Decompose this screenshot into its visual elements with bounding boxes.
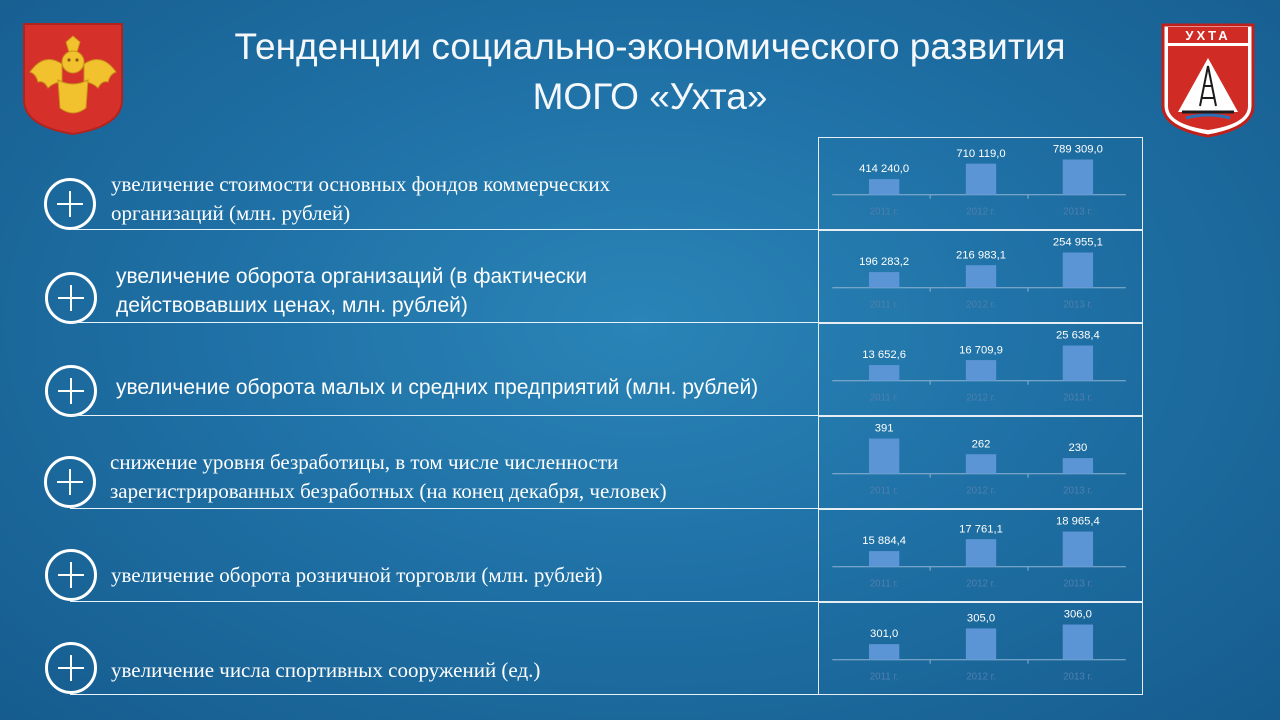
bar <box>1063 458 1093 474</box>
tick-label: 2011 г. <box>869 578 899 590</box>
tick-label: 2012 г. <box>966 392 996 404</box>
bar <box>966 360 996 381</box>
data-label: 196 283,2 <box>859 256 910 269</box>
data-label: 301,0 <box>870 628 899 641</box>
tick-label: 2013 г. <box>1063 299 1093 311</box>
data-label: 216 983,1 <box>955 249 1007 262</box>
tick-label: 2013 г. <box>1063 671 1093 683</box>
bar <box>869 272 899 288</box>
plus-icon[interactable] <box>44 456 96 508</box>
plus-icon[interactable] <box>44 178 96 230</box>
title-line-2: МОГО «Ухта» <box>532 76 768 117</box>
tick-label: 2012 г. <box>966 578 996 590</box>
tick-label: 2013 г. <box>1063 392 1093 404</box>
indicator-row <box>0 230 1145 323</box>
indicator-chart <box>818 509 1143 602</box>
tick-label: 2011 г. <box>869 671 899 683</box>
bar <box>1063 532 1093 567</box>
komi-coat-of-arms-icon <box>22 22 124 136</box>
indicator-row <box>0 416 1145 508</box>
bar <box>1063 625 1093 660</box>
bar <box>966 265 996 288</box>
data-label: 16 709,9 <box>959 344 1003 357</box>
indicator-label: увеличение оборота розничной торговли (млн. рублей) <box>111 563 603 587</box>
data-label: 789 309,0 <box>1052 143 1103 156</box>
plus-icon[interactable] <box>45 272 97 324</box>
bar-chart <box>819 231 1144 322</box>
bar <box>966 164 996 195</box>
bar <box>869 439 899 474</box>
indicator-chart <box>818 137 1143 230</box>
bar-chart <box>819 417 1144 508</box>
data-label: 13 652,6 <box>862 349 907 362</box>
bar <box>966 539 996 567</box>
tick-label: 2013 г. <box>1063 578 1093 590</box>
plus-icon[interactable] <box>45 365 97 417</box>
indicator-row <box>0 509 1145 601</box>
bar <box>869 365 899 381</box>
indicator-label: увеличение оборота малых и средних предприятий (млн. рублей) <box>116 376 759 399</box>
tick-label: 2012 г. <box>966 485 996 497</box>
indicator-row <box>0 138 1145 230</box>
tick-label: 2011 г. <box>869 485 899 497</box>
data-label: 230 <box>1068 442 1088 455</box>
row-divider <box>70 694 922 695</box>
bar <box>869 551 899 567</box>
data-label: 17 761,1 <box>959 523 1003 536</box>
indicator-row <box>0 323 1145 416</box>
plus-icon[interactable] <box>45 642 97 694</box>
bar <box>966 628 996 659</box>
bar <box>869 179 899 195</box>
bar-chart <box>819 510 1144 601</box>
indicator-label: снижение уровня безработицы, в том числе численности зарегистрированных безработных (на конец декабря, человек) <box>110 450 667 503</box>
tick-label: 2013 г. <box>1063 485 1093 497</box>
indicator-chart <box>818 230 1143 323</box>
data-label: 391 <box>874 422 894 435</box>
bar <box>966 454 996 474</box>
bar <box>869 644 899 660</box>
indicator-label: увеличение числа спортивных сооружений (ед.) <box>111 658 541 682</box>
bar <box>1063 253 1093 288</box>
data-label: 306,0 <box>1063 608 1092 621</box>
tick-label: 2011 г. <box>869 206 899 218</box>
data-label: 305,0 <box>966 612 996 625</box>
indicator-chart <box>818 602 1143 695</box>
bar-chart <box>819 138 1144 229</box>
bar-chart <box>819 603 1144 694</box>
tick-label: 2012 г. <box>966 671 996 683</box>
tick-label: 2011 г. <box>869 392 899 404</box>
data-label: 710 119,0 <box>956 147 1006 160</box>
indicator-label: увеличение стоимости основных фондов коммерческих организаций (млн. рублей) <box>111 172 611 225</box>
data-label: 25 638,4 <box>1055 329 1100 342</box>
data-label: 18 965,4 <box>1055 515 1100 528</box>
data-label: 254 955,1 <box>1052 236 1103 249</box>
bar-chart <box>819 324 1144 415</box>
indicator-label: увеличение оборота организаций (в фактически действовавших ценах, млн. рублей) <box>116 265 587 317</box>
data-label: 414 240,0 <box>859 163 910 176</box>
tick-label: 2012 г. <box>966 206 996 218</box>
data-label: 262 <box>971 438 991 451</box>
tick-label: 2013 г. <box>1063 206 1093 218</box>
ukhta-emblem-text: УХТА <box>1185 28 1231 43</box>
tick-label: 2012 г. <box>966 299 996 311</box>
title-line-1: Тенденции социально-экономического развития <box>234 26 1066 67</box>
page-title <box>150 22 1150 122</box>
data-label: 15 884,4 <box>862 535 907 548</box>
indicator-row <box>0 602 1145 695</box>
tick-label: 2011 г. <box>869 299 899 311</box>
plus-icon[interactable] <box>45 549 97 601</box>
indicator-chart <box>818 416 1143 509</box>
bar <box>1063 160 1093 195</box>
ukhta-coat-of-arms-icon <box>1160 22 1256 138</box>
indicator-chart <box>818 323 1143 416</box>
bar <box>1063 346 1093 381</box>
